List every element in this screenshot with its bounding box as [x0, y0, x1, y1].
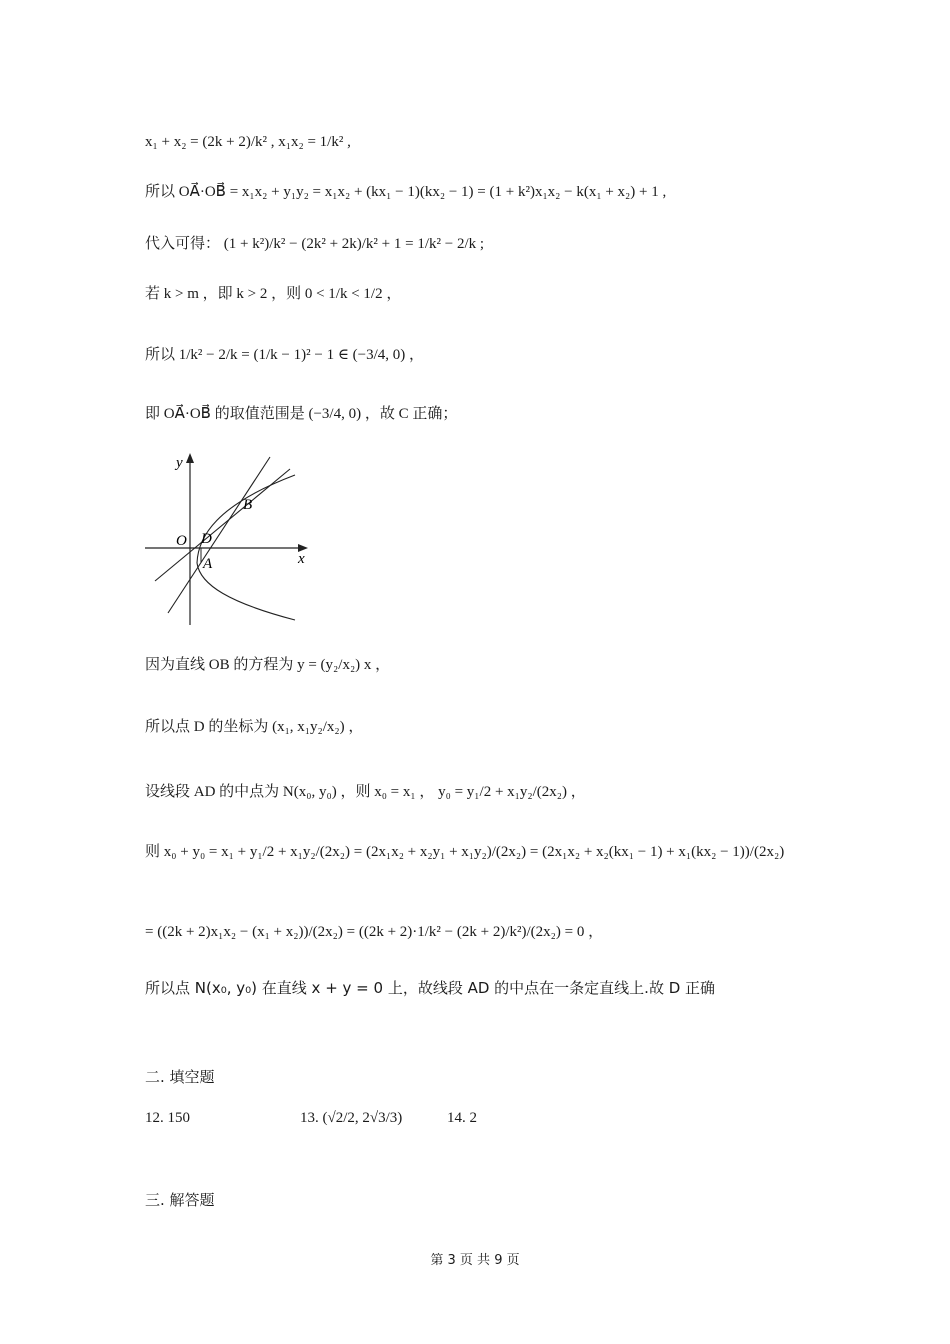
option-d-conclusion: 所以点 N(x₀, y₀) 在直线 x + y = 0 上，故线段 AD 的中点在一条定直线上.故 D 正确 [145, 979, 716, 997]
line-ob [155, 469, 290, 581]
sum-product-of-roots: x₁ + x₂ = (2k + 2)/k² , x₁x₂ = 1/k² , [145, 134, 351, 150]
sum-x0-y0-step1: 则 x₀ + y₀ = x₁ + y₁/2 + x₁y₂/(2x₂) = (2x₁x₂ + x₂y₁ + x₁y₂)/(2x₂) = (2x₁x₂ + x₂(kx₁ − 1) + x₁(kx₂ − 1))/(2x₂) [145, 844, 785, 860]
line-ob-equation: 因为直线 OB 的方程为 y = (y₂/x₂) x ， [145, 657, 391, 673]
answer-13: 13. (√2/2, 2√3/3) [300, 1110, 403, 1126]
label-y: y [176, 455, 183, 471]
k-range-condition: 若 k > m ，即 k > 2 ，则 0 < 1/k < 1/2 ， [145, 286, 402, 302]
section-fill-blank-heading: 二. 填空题 [145, 1068, 215, 1086]
label-a: A [203, 556, 213, 572]
page-footer: 第 3 页 共 9 页 [430, 1253, 520, 1268]
sum-x0-y0-step2: = ((2k + 2)x₁x₂ − (x₁ + x₂))/(2x₂) = ((2k + 2)·1/k² − (2k + 2)/k²)/(2x₂) = 0 ， [145, 924, 604, 940]
dot-product-range-calc: 所以 1/k² − 2/k = (1/k − 1)² − 1 ∈ (−3/4, 0) ， [145, 347, 425, 363]
midpoint-n-definition: 设线段 AD 的中点为 N(x₀, y₀) ，则 x₀ = x₁ ， y₀ = y₁/2 + x₁y₂/(2x₂) ， [145, 784, 586, 800]
answer-14: 14. 2 [447, 1110, 477, 1126]
label-x: x [298, 551, 305, 567]
answer-12: 12. 150 [145, 1110, 190, 1126]
label-b: B [243, 497, 253, 513]
option-c-conclusion: 即 OA⃗·OB⃗ 的取值范围是 (−3/4, 0) ，故 C 正确； [145, 406, 458, 422]
parabola-upper-branch [197, 475, 295, 563]
point-d-coordinates: 所以点 D 的坐标为 (x₁, x₁y₂/x₂) ， [145, 719, 364, 735]
parabola-line-figure [140, 445, 320, 630]
label-o: O [176, 533, 187, 549]
dot-product-expansion: 所以 OA⃗·OB⃗ = x₁x₂ + y₁y₂ = x₁x₂ + (kx₁ − 1)(kx₂ − 1) = (1 + k²)x₁x₂ − k(x₁ + x₂) + 1 , [145, 184, 667, 200]
substitution-result: 代入可得： (1 + k²)/k² − (2k² + 2k)/k² + 1 = 1/k² − 2/k ; [145, 236, 485, 252]
section-solve-heading: 三. 解答题 [145, 1191, 215, 1209]
label-d: D [201, 531, 212, 547]
y-axis-arrow-icon [186, 453, 194, 463]
